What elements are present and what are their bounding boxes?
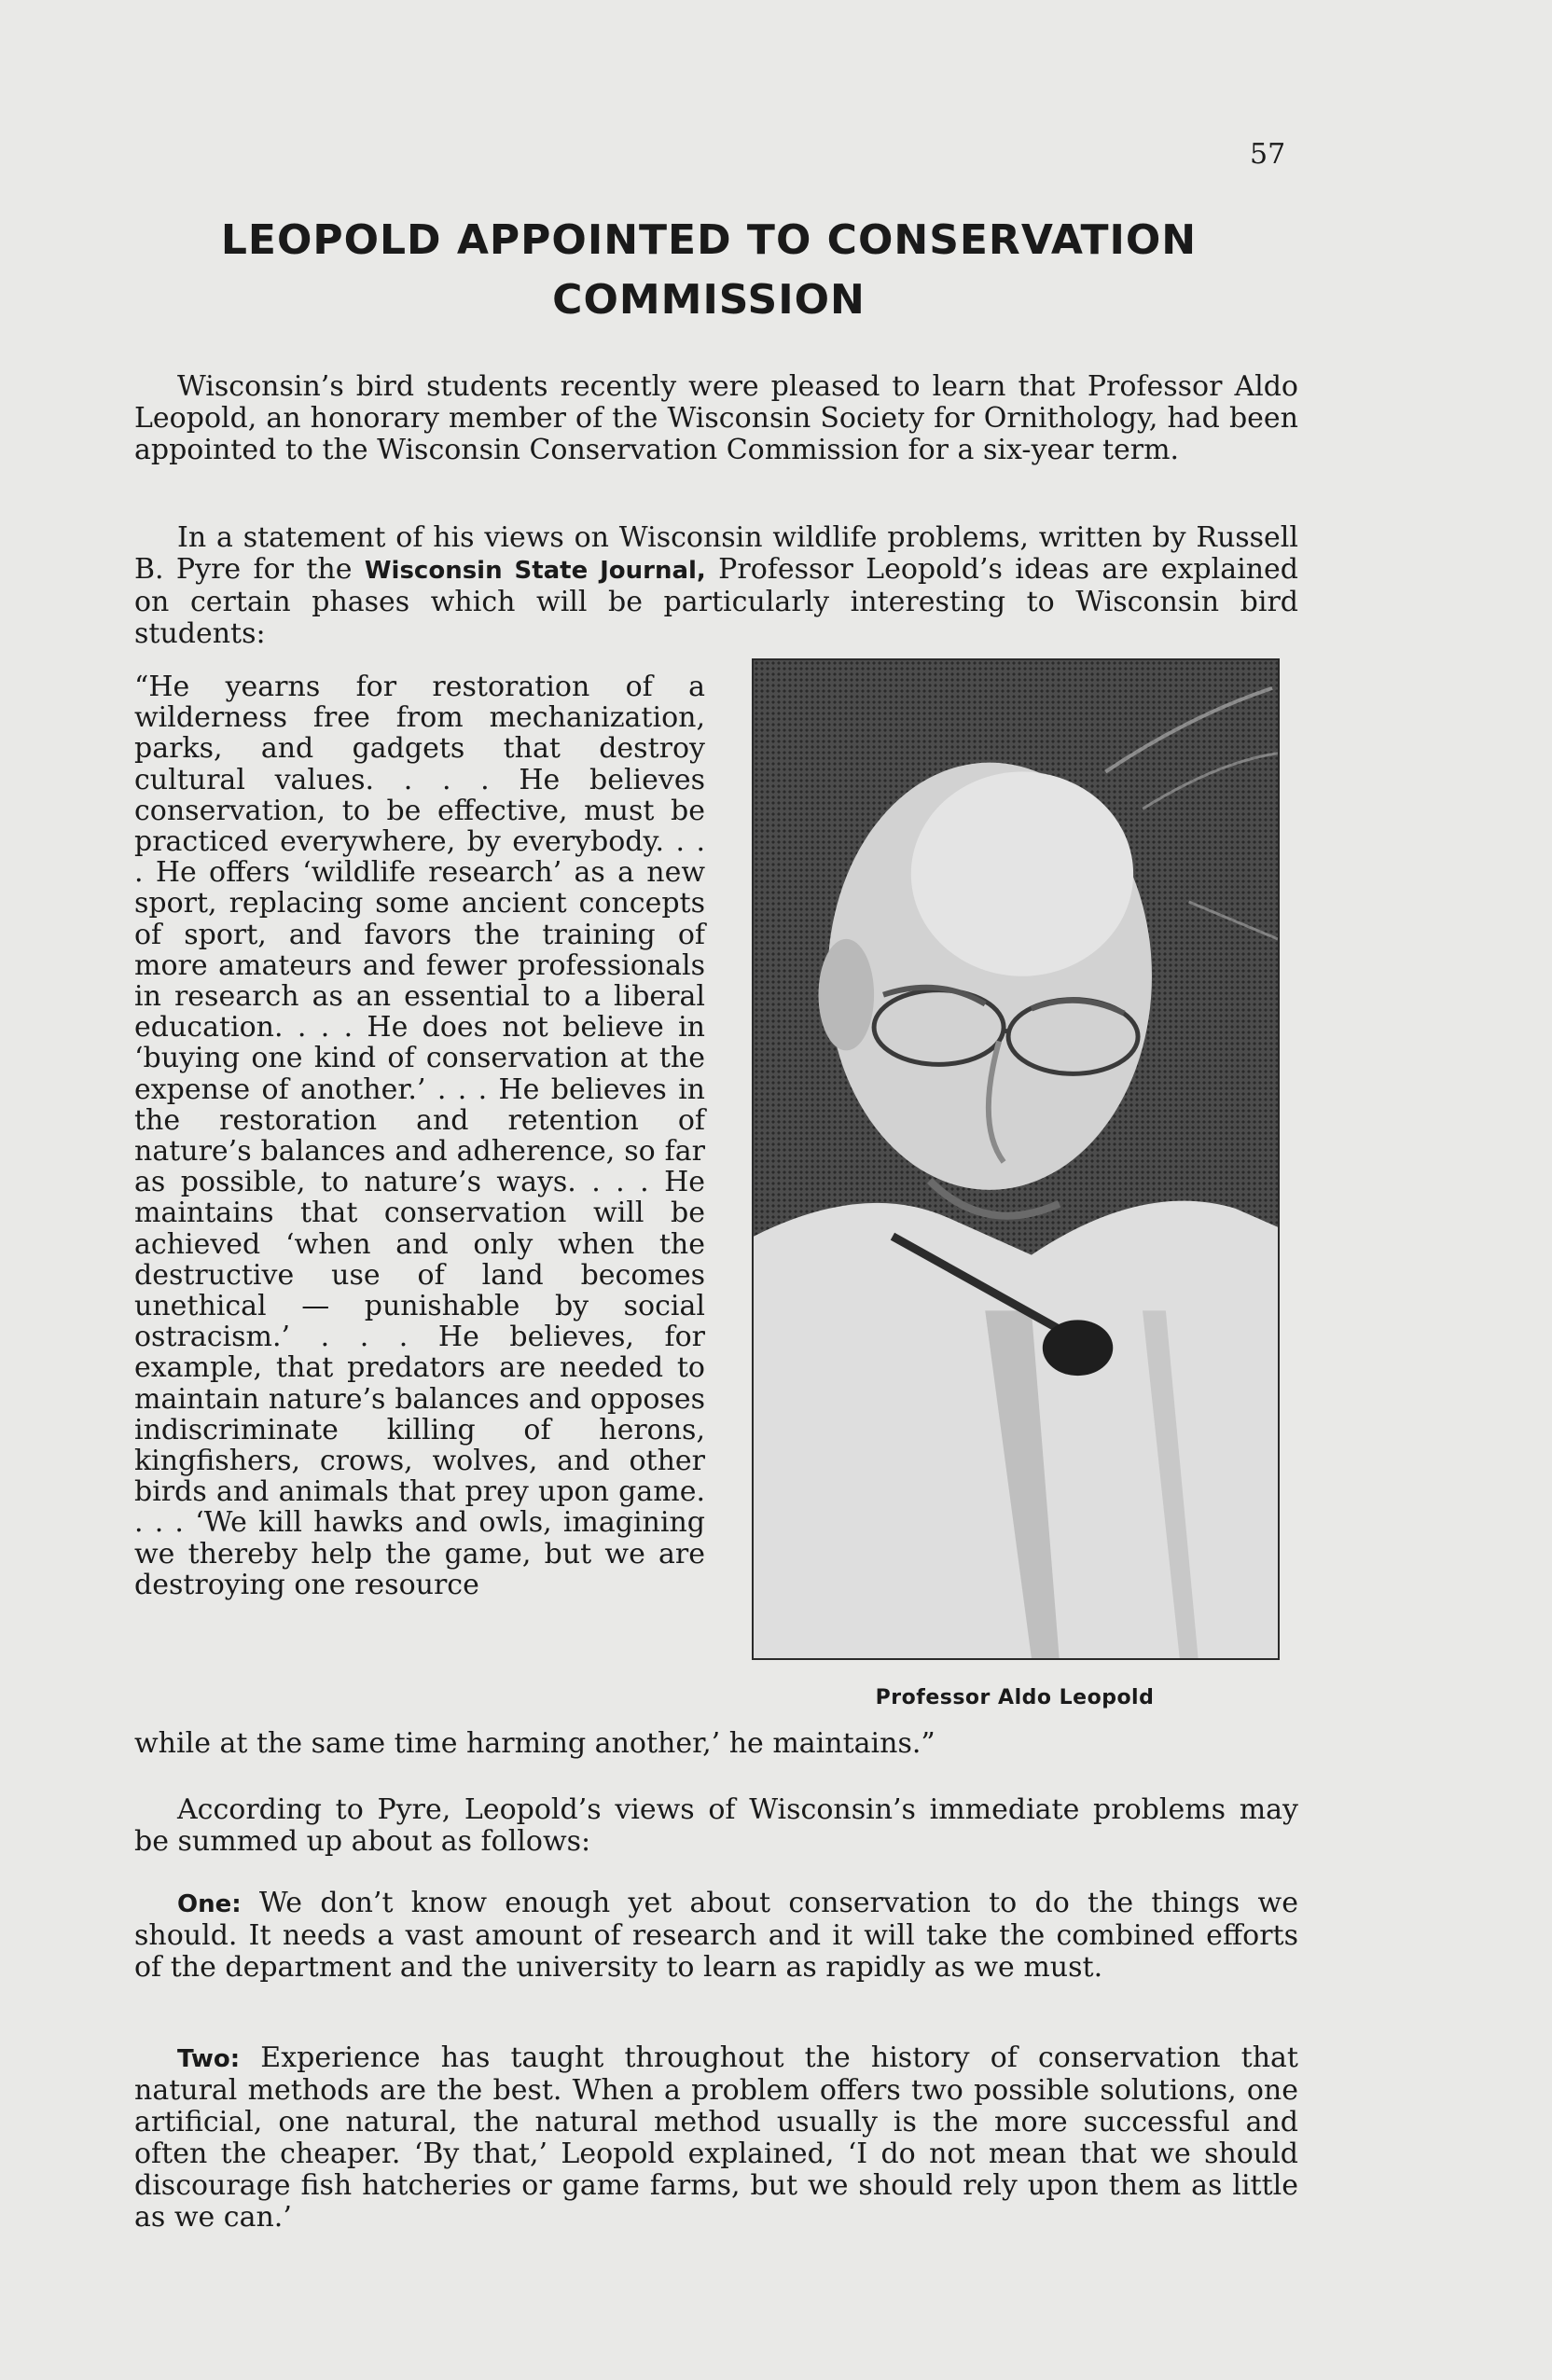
paragraph-intro — [134, 371, 1298, 466]
point-one-text: We don’t know enough yet about conservation to do the things we should. It needs a vast amount of research and it will take the combined efforts of the department and the university to learn as rapidly as we must. — [134, 1887, 1298, 1984]
quote-tail: while at the same time harming another,’ he maintains.” — [134, 1727, 935, 1760]
point-one-label: One: — [177, 1890, 242, 1918]
page-number: 57 — [1250, 138, 1286, 171]
photo-leopold — [752, 658, 1280, 1660]
portrait-illustration — [754, 660, 1278, 1658]
photo-caption: Professor Aldo Leopold — [875, 1686, 1155, 1709]
point-two-label: Two: — [177, 2045, 241, 2073]
point-two-text: Experience has taught throughout the history of conservation that natural methods are the best. When a problem offers two possible solutions, one artificial, one natural, the natural method usually is the more successful and often the cheaper. ‘By that,’ Leopold explained, ‘I do not mean that we should discourage fish hatcheries or game farms, but we should rely upon them as little as we can.’ — [134, 2041, 1298, 2234]
statement-text-b: Professor Leopold’s ideas are explained on certain phases which will be particularly interesting to Wisconsin bird students: — [134, 553, 1298, 650]
summary-text: According to Pyre, Leopold’s views of Wisconsin’s immediate problems may be summed up about as follows: — [134, 1793, 1298, 1858]
statement-text-a: In a statement of his views on Wisconsin wildlife problems, written by Russell B. Pyre for the — [134, 521, 1298, 586]
paragraph-one — [134, 1888, 1298, 1984]
page-title — [0, 211, 1418, 330]
paragraph-summary — [134, 1794, 1298, 1858]
title-line-2: COMMISSION — [552, 276, 866, 324]
journal-name: Wisconsin State Journal, — [364, 557, 706, 585]
paragraph-two — [134, 2042, 1298, 2234]
title-line-1: LEOPOLD APPOINTED TO CONSERVATION — [220, 216, 1198, 264]
paragraph-intro-text: Wisconsin’s bird students recently were pleased to learn that Professor Aldo Leopold, an honorary member of the Wisconsin Society for Ornithology, had been appointed to the Wisconsin Conservation Commission for a six-year term. — [134, 370, 1298, 466]
paragraph-statement — [134, 522, 1298, 650]
quote-column: “He yearns for restoration of a wilderness free from mechanization, parks, and gadgets that destroy cultural values. . . . He believes conservation, to be effective, must be practiced everywhere, by everybody. . . . He offers ‘wildlife research’ as a new sport, replacing some ancient concepts of sport, and favors the training of more amateurs and fewer professionals in research as an essential to a liberal education. . . . He does not believe in ‘buying one kind of conservation at the expense of another.’ . . . He believes in the restoration and retention of nature’s balances and adherence, so far as possible, to nature’s ways. . . . He maintains that conservation will be achieved ‘when and only when the destructive use of land becomes unethical — punishable by social ostracism.’ . . . He believes, for example, that predators are needed to maintain nature’s balances and opposes indiscriminate killing of herons, kingfishers, crows, wolves, and other birds and animals that prey upon game. . . . ‘We kill hawks and owls, imagining we thereby help the game, but we are destroying one resource — [134, 671, 705, 1601]
